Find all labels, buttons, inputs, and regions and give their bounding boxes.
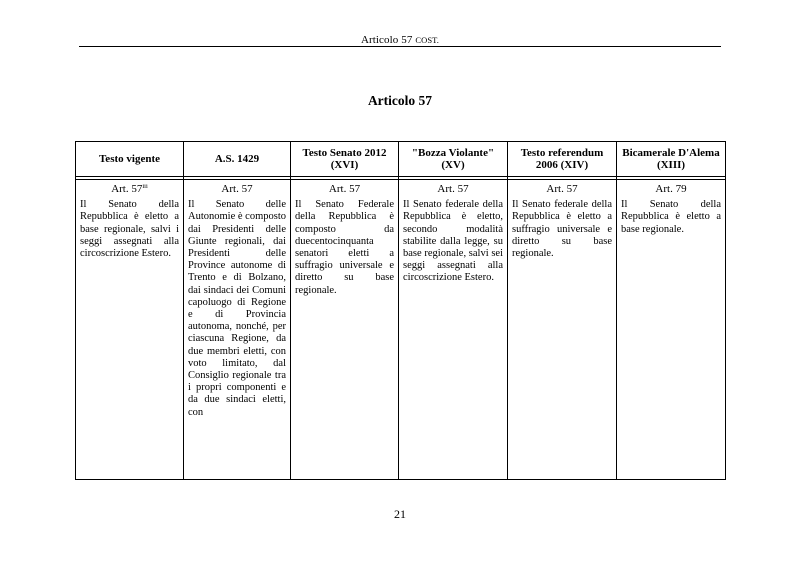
column-header: Testo Senato 2012 (XVI) <box>291 142 399 177</box>
running-head-text: Articolo 57 <box>360 34 413 46</box>
page-number: 21 <box>394 507 406 521</box>
article-text: Il Senato delle Autonomie è composto dai Presidenti delle Giunte regionali, dai Presidenti delle Province autonome di Trento e di Bolzano, dai sindaci dei Comuni capoluogo di Regione e di Provincia autonoma, nonché, per ciascuna Regione, da due membri eletti, con voto limitato, dal Consiglio regionale tra i propri componenti e da due sindaci eletti, con <box>188 199 286 418</box>
article-number: Art. 57$^{iii}$ <box>111 183 148 195</box>
running-head <box>0 34 800 46</box>
table-cell <box>617 180 726 480</box>
table-cell <box>399 180 508 480</box>
footnote-ref[interactable]: iii <box>142 183 148 190</box>
column-header: Testo referendum 2006 (XIV) <box>508 142 617 177</box>
article-number: Art. 57 <box>221 183 253 195</box>
article-title: Articolo 57 <box>367 93 433 108</box>
article-text: Il Senato Federale della Repubblica è composto da duecentocinquanta senatori eletti a suffragio universale e diretto su base regionale. <box>295 199 394 296</box>
article-number: Art. 57 <box>437 183 469 195</box>
article-text: Il Senato della Repubblica è eletto a base regionale. <box>621 199 721 235</box>
article-text: Il Senato federale della Repubblica è eletto a suffragio universale e diretto su base regionale. <box>512 199 612 260</box>
table-cell <box>508 180 617 480</box>
running-head-smallcaps: COST. <box>415 35 440 45</box>
table-cell <box>291 180 399 480</box>
column-header: Testo vigente <box>76 142 184 177</box>
article-number: Art. 57 <box>328 183 361 195</box>
table-row <box>76 180 726 480</box>
comparison-table <box>75 141 726 480</box>
article-number: Art. 79 <box>655 183 687 195</box>
article-text: Il Senato federale della Repubblica è eletto, secondo modalità stabilite dalla legge, su base regionale, salvi sei seggi assegnati alla circoscrizione Estero. <box>403 199 503 284</box>
article-number: Art. 57 <box>546 183 578 195</box>
article-text: Il Senato della Repubblica è eletto a base regionale, salvi i seggi assegnati alla circoscrizione Estero. <box>80 199 179 260</box>
table-header-row <box>76 142 726 177</box>
table-cell <box>76 180 184 480</box>
table-cell <box>184 180 291 480</box>
column-header: Bicamerale D'Alema (XIII) <box>617 142 726 177</box>
column-header: "Bozza Violante" (XV) <box>399 142 508 177</box>
column-header: A.S. 1429 <box>184 142 291 177</box>
header-rule <box>79 46 721 47</box>
